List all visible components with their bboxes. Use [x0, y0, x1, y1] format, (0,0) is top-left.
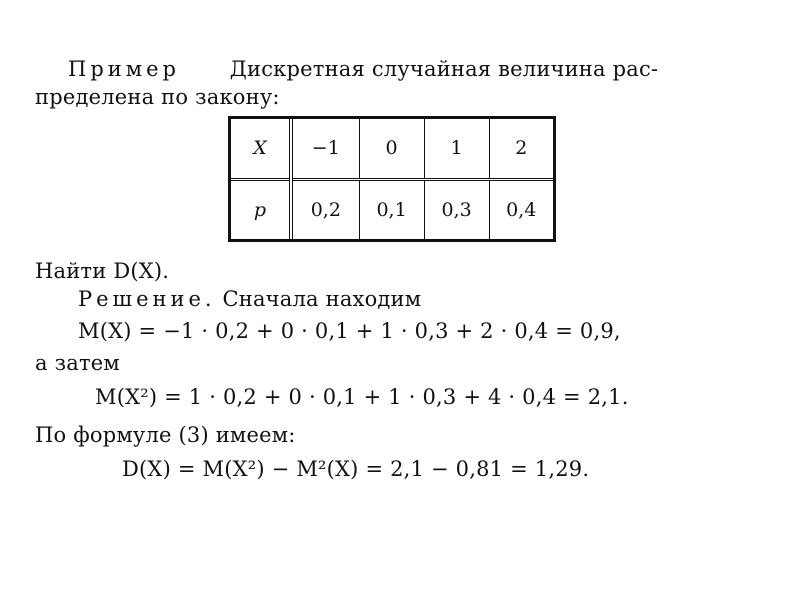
table-header-x: X [231, 119, 291, 179]
table-row-p [231, 179, 553, 239]
solution-line [78, 286, 421, 312]
table-cell-p: 0,4 [506, 198, 537, 221]
table-cell-x: 2 [489, 119, 553, 179]
formula-expectation-squared: M(X²) = 1 · 0,2 + 0 · 0,1 + 1 · 0,3 + 4 · 0,4 = 2,1. [95, 385, 629, 409]
solution-label: Решение. [78, 287, 216, 311]
table-row-x [231, 119, 553, 179]
table-cell-p: 0,3 [424, 179, 489, 239]
table-cell-x: −1 [291, 119, 359, 179]
table-cell-x: 1 [424, 119, 489, 179]
formula-expectation: M(X) = −1 · 0,2 + 0 · 0,1 + 1 · 0,3 + 2 · 0,4 = 0,9, [78, 319, 621, 343]
task-text: Найти D(X). [35, 259, 170, 283]
solution-intro: Сначала находим [222, 287, 422, 311]
example-text-line-2: пределена по закону: [35, 85, 280, 109]
distribution-table [228, 116, 556, 242]
example-heading-line [68, 56, 658, 82]
table-cell-x: 0 [359, 119, 424, 179]
table-cell-p: 0,2 [291, 179, 359, 239]
by-formula-text: По формуле (3) имеем: [35, 423, 296, 447]
example-text-line-1: Дискретная случайная величина рас- [229, 57, 659, 81]
example-label: Пример [68, 57, 180, 81]
formula-variance: D(X) = M(X²) − M²(X) = 2,1 − 0,81 = 1,29. [122, 457, 590, 481]
table-header-p: p [231, 179, 291, 239]
then-text: а затем [35, 351, 120, 375]
table-cell-p: 0,1 [359, 179, 424, 239]
